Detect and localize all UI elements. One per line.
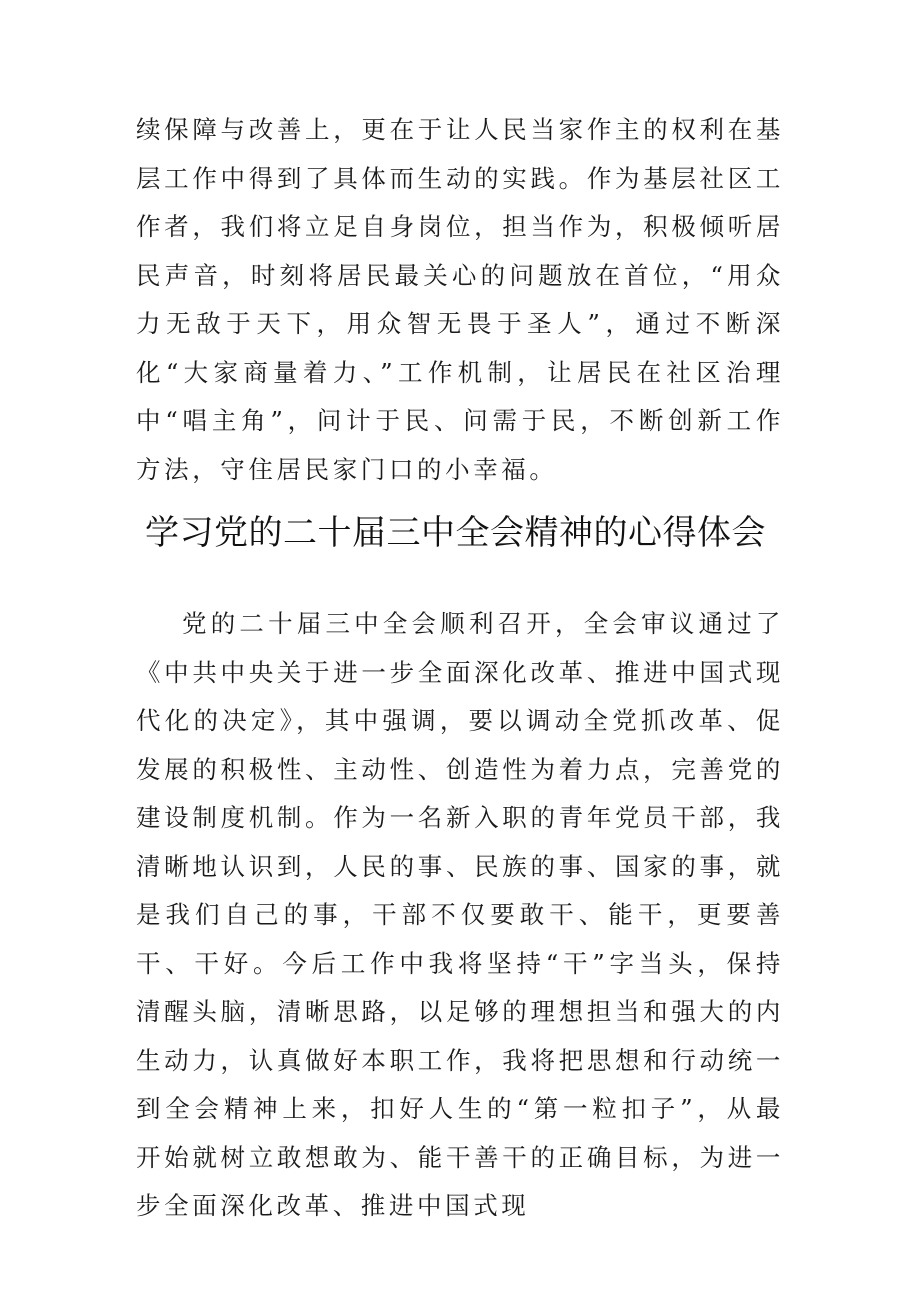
body-paragraph: 党的二十届三中全会顺利召开，全会审议通过了《中共中央关于进一步全面深化改革、推进中国式现代化的决定》，其中强调，要以调动全党抓改革、促发展的积极性、主动性、创造性为着力点，完善党的建设制度机制。作为一名新入职的青年党员干部，我清晰地认识到，人民的事、民族的事、国家的事，就是我们自己的事，干部不仅要敢干、能干，更要善干、干好。今后工作中我将坚持“干”字当头，保持清醒头脑，清晰思路，以足够的理想担当和强大的内生动力，认真做好本职工作，我将把思想和行动统一到全会精神上来，扣好人生的“第一粒扣子”，从最开始就树立敢想敢为、能干善干的正确目标，为进一步全面深化改革、推进中国式现 xyxy=(136,609,784,1220)
continuation-paragraph: 续保障与改善上，更在于让人民当家作主的权利在基层工作中得到了具体而生动的实践。作为基层社区工作者，我们将立足自身岗位，担当作为，积极倾听居民声音，时刻将居民最关心的问题放在首位，“用众力无敌于天下，用众智无畏于圣人”，通过不断深化“大家商量着力、”工作机制，让居民在社区治理中“唱主角”，问计于民、问需于民，不断创新工作方法，守住居民家门口的小幸福。 xyxy=(136,115,784,484)
section-heading: 学习党的二十届三中全会精神的心得体会 xyxy=(145,513,766,553)
